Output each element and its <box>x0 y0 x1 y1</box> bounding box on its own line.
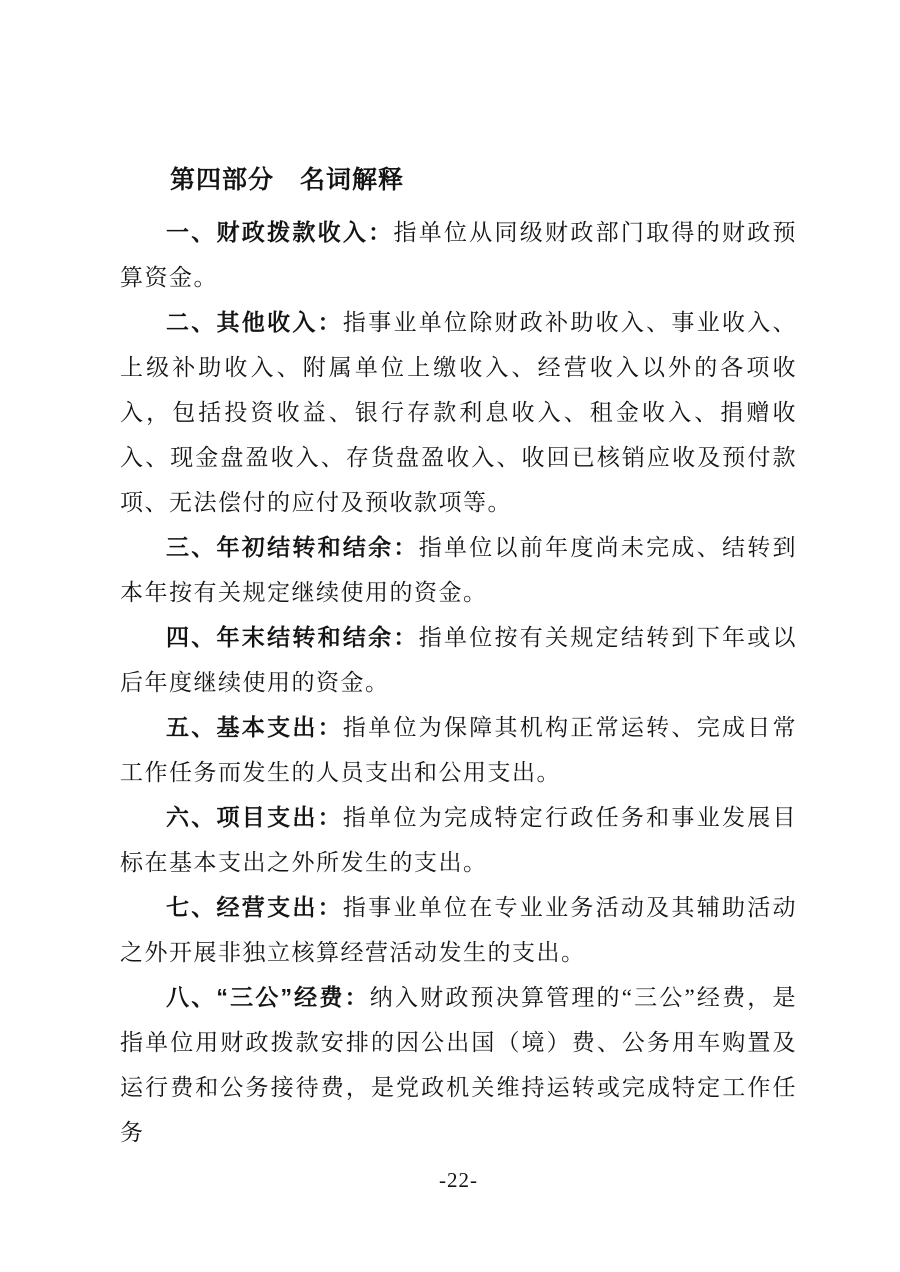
definition-paragraph <box>120 885 797 975</box>
term-label: 五、基本支出： <box>166 714 343 740</box>
definition-paragraph <box>120 615 797 705</box>
page-title: 第四部分 名词解释 <box>170 166 405 194</box>
term-label: 四、年末结转和结余： <box>166 624 419 650</box>
definition-text: 指事业单位在专业业务活动及其辅助活动之外开展非独立核算经营活动发生的支出。 <box>120 895 798 965</box>
definition-text: 指单位为完成特定行政任务和事业发展目标在基本支出之外所发生的支出。 <box>120 805 798 875</box>
definition-paragraph <box>120 210 797 300</box>
term-label: 八、“三公”经费： <box>166 984 370 1010</box>
definition-paragraph <box>120 975 797 1155</box>
definition-text: 指单位从同级财政部门取得的财政预算资金。 <box>120 220 798 290</box>
term-label: 三、年初结转和结余： <box>166 534 419 560</box>
definition-paragraph <box>120 300 797 525</box>
term-label: 二、其他收入： <box>166 309 343 335</box>
definition-paragraph <box>120 525 797 615</box>
term-label: 六、项目支出： <box>166 804 343 830</box>
definition-text: 指单位按有关规定结转到下年或以后年度继续使用的资金。 <box>120 625 798 695</box>
definition-paragraph <box>120 705 797 795</box>
term-label: 七、经营支出： <box>166 894 343 920</box>
term-label: 一、财政拨款收入： <box>166 219 394 245</box>
definition-text: 指单位以前年度尚未完成、结转到本年按有关规定继续使用的资金。 <box>120 535 798 605</box>
definition-text: 指单位为保障其机构正常运转、完成日常工作任务而发生的人员支出和公用支出。 <box>120 715 798 785</box>
definitions-list <box>120 210 797 1155</box>
definition-paragraph <box>120 795 797 885</box>
definition-text: 指事业单位除财政补助收入、事业收入、上级补助收入、附属单位上缴收入、经营收入以外的各项收入，包括投资收益、银行存款利息收入、租金收入、捐赠收入、现金盘盈收入、存货盘盈收入、收回已核销应收及预付款项、无法偿付的应付及预收款项等。 <box>120 310 798 515</box>
page-number: -22- <box>439 1168 478 1192</box>
definition-text: 纳入财政预决算管理的“三公”经费，是指单位用财政拨款安排的因公出国（境）费、公务用车购置及运行费和公务接待费，是党政机关维持运转或完成特定工作任务 <box>120 985 798 1145</box>
